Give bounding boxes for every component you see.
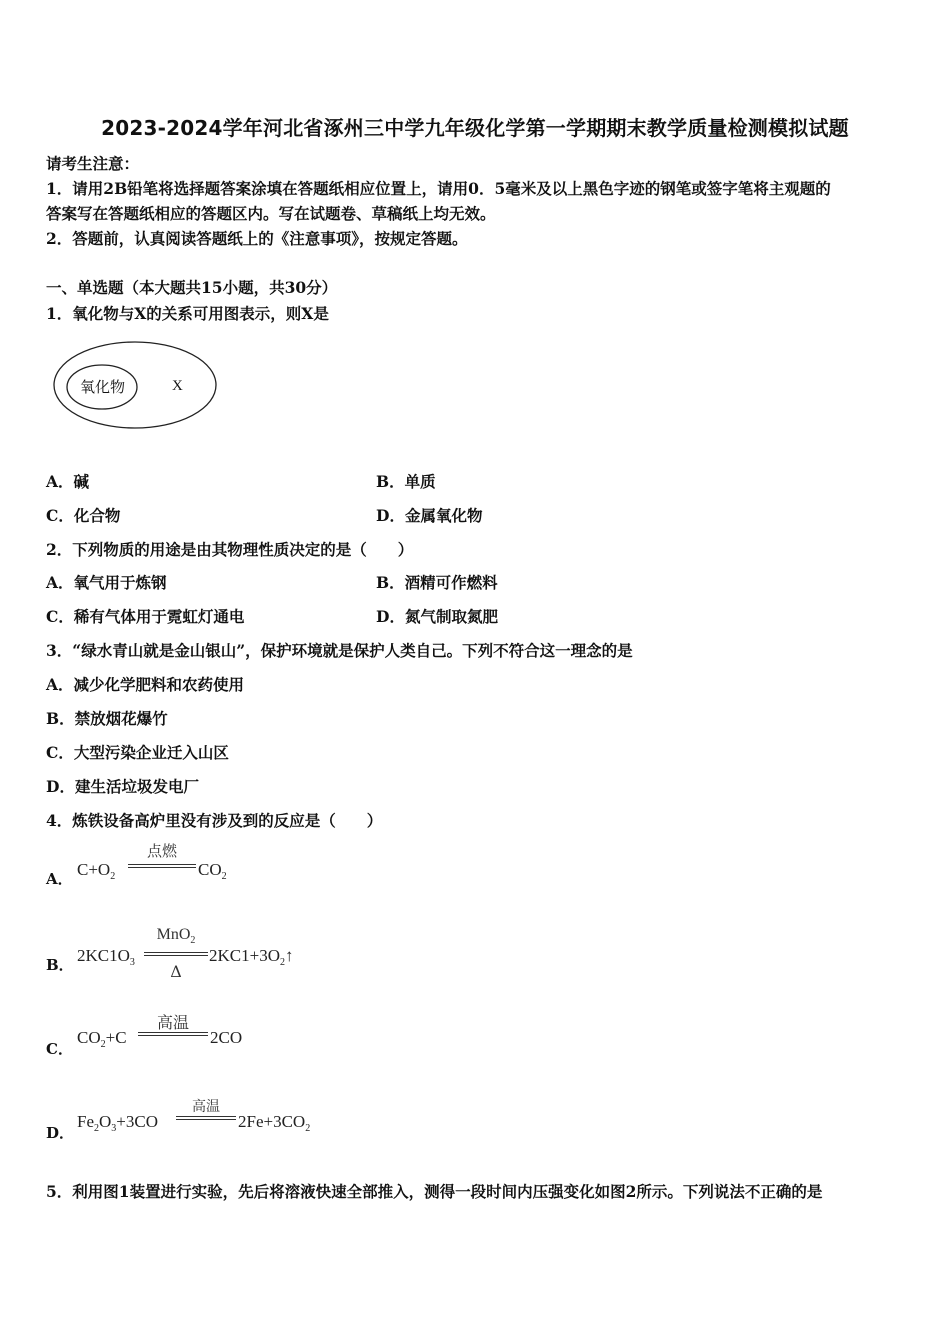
q1-stem: 1．氧化物与X的关系可用图表示，则X是	[46, 304, 329, 323]
q4-b-catalyst: MnO$_2$	[156, 926, 196, 946]
outer-ellipse	[54, 342, 216, 428]
q4-option-b[interactable]	[46, 924, 446, 984]
venn-diagram-svg	[52, 340, 220, 432]
q4-b-equals-sign	[144, 952, 208, 956]
q4-c-equals-sign	[138, 1032, 208, 1036]
q4-c-condition: 高温	[156, 1013, 189, 1032]
q2-option-c[interactable]: C．稀有气体用于霓虹灯通电	[46, 607, 245, 626]
q4-a-label: A．	[46, 870, 73, 888]
q4-c-label: C．	[46, 1040, 73, 1058]
q4-a-reactants: $C+O_2$	[77, 860, 116, 882]
q1-option-b[interactable]: B．单质	[376, 472, 436, 491]
q3-option-a[interactable]: A．减少化学肥料和农药使用	[46, 675, 245, 694]
page-title: 2023-2024学年河北省涿州三中学九年级化学第一学期期末教学质量检测模拟试题	[101, 116, 849, 140]
q4-d-label: D．	[46, 1124, 75, 1142]
q2-option-b[interactable]: B．酒精可作燃料	[376, 573, 498, 592]
q4-b-products: $2KC1+3O_2↑$	[209, 946, 294, 968]
q4-b-reactants: $2KC1O_3$	[77, 946, 135, 968]
venn-outer-label: X	[172, 378, 183, 394]
q4-a-condition: 点燃	[146, 842, 177, 860]
q3-option-c[interactable]: C．大型污染企业迁入山区	[46, 743, 229, 762]
section-heading: 一、单选题（本大题共15小题，共30分）	[46, 278, 338, 297]
q4-option-d[interactable]	[46, 1094, 446, 1144]
notice-line-1: 1．请用2B铅笔将选择题答案涂填在答题纸相应位置上，请用0．5毫米及以上黑色字迹的钢笔或签字笔将主观题的	[46, 179, 831, 198]
q4-a-equals-sign	[128, 864, 196, 868]
q4-d-reactants: $Fe_2O_3+3CO$	[77, 1112, 158, 1134]
q4-d-equals-sign	[176, 1116, 236, 1120]
q2-option-a[interactable]: A．氧气用于炼钢	[46, 573, 167, 592]
q4-c-products: 2CO	[210, 1028, 243, 1047]
notice-line-3: 2．答题前，认真阅读答题纸上的《注意事项》，按规定答题。	[46, 229, 468, 248]
q5-stem: 5．利用图1装置进行实验，先后将溶液快速全部推入，测得一段时间内压强变化如图2所示。下列说法不正确的是	[46, 1182, 823, 1201]
q4-option-a[interactable]	[46, 838, 446, 888]
q2-option-d[interactable]: D．氮气制取氮肥	[376, 607, 498, 626]
q4-b-heat-symbol: Δ	[170, 962, 182, 981]
q2-stem: 2．下列物质的用途是由其物理性质决定的是（ ）	[46, 540, 414, 559]
q1-option-d[interactable]: D．金属氧化物	[376, 506, 483, 525]
q4-c-reactants: $CO_2+C$	[77, 1028, 127, 1050]
notice-line-2: 答案写在答题纸相应的答题区内。写在试题卷、草稿纸上均无效。	[46, 204, 496, 223]
q3-option-d[interactable]: D．建生活垃圾发电厂	[46, 777, 199, 796]
q4-stem: 4．炼铁设备高炉里没有涉及到的反应是（ ）	[46, 811, 383, 830]
q1-option-c[interactable]: C．化合物	[46, 506, 121, 525]
q4-d-products: $2Fe+3CO_2$	[238, 1112, 311, 1134]
q3-stem: 3．“绿水青山就是金山银山”，保护环境就是保护人类自己。下列不符合这一理念的是	[46, 641, 633, 660]
q3-option-b[interactable]: B．禁放烟花爆竹	[46, 709, 168, 728]
q4-d-condition: 高温	[192, 1099, 220, 1115]
q1-venn-diagram	[52, 340, 220, 432]
q4-a-products: $CO_2$	[198, 860, 227, 882]
q1-option-a[interactable]: A．碱	[46, 472, 90, 491]
venn-inner-label: 氧化物	[80, 378, 126, 396]
notice-heading: 请考生注意：	[46, 154, 140, 173]
q4-b-label: B．	[46, 956, 74, 974]
q4-option-c[interactable]	[46, 1008, 446, 1058]
